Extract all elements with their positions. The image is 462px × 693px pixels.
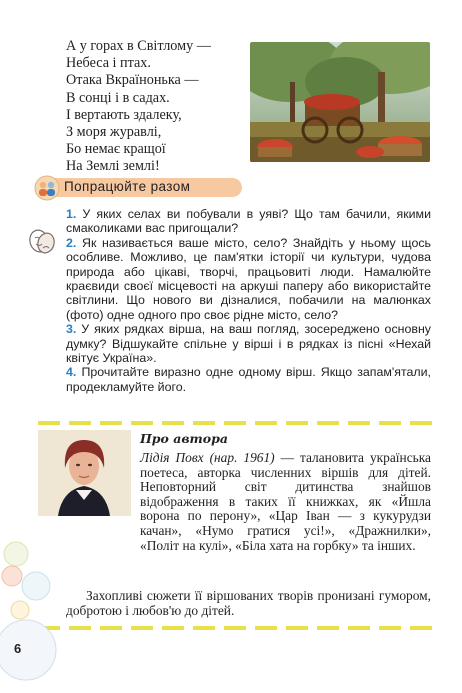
question-text: У яких селах ви побували в уяві? Що там бачили, якими смаколиками вас пригощали? bbox=[66, 207, 431, 236]
author-bio-text: — талановита українська поетеса, авторка численних віршів для дітей. Неповторний світ дитинства знайшов відображення в таких її книжках, як «Йшла ворона по перону», «Цар Іван — з кукурудзи качан», «Нумо гратися усі!», «Дражнилки», «Політ на кулі», «Біла хата на горбку» та інших. bbox=[140, 450, 431, 553]
about-author-heading: Про автора bbox=[140, 431, 228, 446]
question-number: 2. bbox=[66, 235, 77, 250]
poem-line: Бо немає кращої bbox=[66, 141, 166, 158]
section-heading-label: Попрацюйте разом bbox=[64, 179, 191, 194]
author-bio-second bbox=[66, 589, 431, 618]
poem bbox=[66, 38, 246, 176]
group-work-icon bbox=[34, 175, 60, 201]
poem-line: І вертають здалеку, bbox=[66, 106, 182, 123]
decorative-bubbles bbox=[0, 520, 60, 689]
question-text: Прочитайте виразно одне одному вірш. Якщо запам'ятали, продекламуйте його. bbox=[66, 365, 431, 394]
question-item bbox=[66, 207, 431, 236]
section-divider-top bbox=[38, 421, 432, 425]
question-text: Як називається ваше місто, село? Знайдіть у ньому щось особливе. Можливо, це пам'ятки історії чи культури, чудова природа або цікаві, творчі, працьовиті люди. Намалюйте краєвиди своєї місцевості на аркуші паперу або використайте світлини. Що нового ви дізналися, побачили на малюнках (фото) одне одного про своє рідне місто, село? bbox=[66, 235, 431, 322]
question-number: 3. bbox=[66, 322, 77, 337]
question-text: У яких рядках вірша, на ваш погляд, зосереджено основну думку? Відшукайте спільне у вірші і в рядках із пісні «Нехай квітує Україна». bbox=[66, 322, 431, 366]
question-number: 1. bbox=[66, 207, 77, 221]
theatre-masks-icon bbox=[28, 228, 56, 256]
question-item bbox=[66, 236, 431, 322]
poem-line: На Землі землі! bbox=[66, 158, 160, 175]
section-divider-bottom bbox=[38, 626, 432, 630]
question-item bbox=[66, 365, 431, 394]
page-number: 6 bbox=[14, 641, 22, 656]
questions-list bbox=[66, 207, 431, 394]
question-item bbox=[66, 322, 431, 365]
author-bio bbox=[140, 451, 431, 553]
poem-line: Отака Вкраїнонька — bbox=[66, 72, 199, 89]
poem-line: В сонці і в садах. bbox=[66, 89, 170, 106]
author-portrait bbox=[38, 430, 131, 516]
poem-line: А у горах в Світлому — bbox=[66, 38, 211, 54]
question-number: 4. bbox=[66, 365, 77, 380]
section-heading bbox=[34, 175, 242, 199]
poem-line: З моря журавлі, bbox=[66, 124, 162, 141]
author-bio-paragraph: Захопливі сюжети її віршованих творів пронизані гумором, добротою і любов'ю до дітей. bbox=[66, 588, 431, 618]
poem-line: Небеса і птах. bbox=[66, 55, 151, 72]
orchard-photo bbox=[250, 42, 430, 162]
author-bio-paragraph bbox=[140, 451, 431, 553]
author-name: Лідія Повх (нар. 1961) bbox=[140, 450, 275, 465]
